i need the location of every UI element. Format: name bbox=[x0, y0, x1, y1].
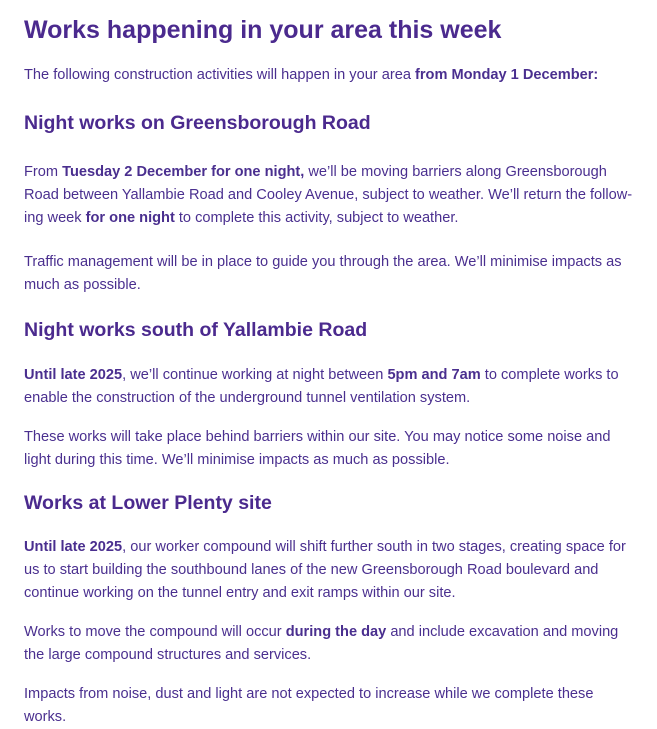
text-segment: and include excavation and moving the large compound structures and services. bbox=[24, 624, 619, 663]
intro-paragraph bbox=[24, 64, 637, 87]
section-1-paragraph-1 bbox=[24, 161, 637, 230]
text-segment: to complete this activity, subject to weather. bbox=[174, 210, 459, 226]
section-heading-greensborough-night-works: Night works on Greensborough Road bbox=[24, 112, 371, 134]
page-title: Works happening in your area this week bbox=[24, 16, 502, 44]
intro-text: The following construction activities will happen in your area bbox=[24, 67, 415, 83]
text-segment: to complete works to enable the construction of the underground tunnel ventilation system. bbox=[24, 367, 619, 406]
bold-until: Until late 2025 bbox=[24, 367, 123, 383]
section-2-paragraph-2: These works will take place behind barriers within our site. You may notice some noise and light during this time. We’ll minimise impacts as much as possible. bbox=[24, 429, 611, 468]
bold-duration: for one night bbox=[85, 210, 175, 226]
section-3-paragraph-3: Impacts from noise, dust and light are not expected to increase while we complete these works. bbox=[24, 686, 594, 725]
bold-until: Until late 2025 bbox=[24, 539, 123, 555]
bold-date: Tuesday 2 December for one night, bbox=[62, 164, 305, 180]
section-3-paragraph-1 bbox=[24, 536, 637, 605]
section-1-paragraph-2: Traffic management will be in place to guide you through the area. We’ll minimise impacts as much as possible. bbox=[24, 254, 622, 293]
text-segment: , our worker compound will shift further south in two stages, creating space for us to start building the southbound lanes of the new Greensborough Road boulevard and continue working on the tunnel entry and exit ramps within our site. bbox=[24, 539, 626, 601]
bold-hours: 5pm and 7am bbox=[387, 367, 481, 383]
section-heading-lower-plenty-site: Works at Lower Plenty site bbox=[24, 492, 272, 514]
text-segment: we’ll be moving barriers along Greensborough Road between Yallambie Road and Cooley Avenue, subject to weather. We’ll return the follow-ing week bbox=[24, 164, 633, 226]
section-heading-yallambie-night-works: Night works south of Yallambie Road bbox=[24, 319, 368, 341]
section-3-paragraph-2 bbox=[24, 621, 637, 667]
text-segment: , we’ll continue working at night between bbox=[122, 367, 388, 383]
bold-timing: during the day bbox=[285, 624, 387, 640]
text-segment: From bbox=[24, 164, 63, 180]
text-segment: Works to move the compound will occur bbox=[24, 624, 286, 640]
intro-date: from Monday 1 December: bbox=[415, 67, 599, 83]
section-2-paragraph-1 bbox=[24, 364, 637, 410]
